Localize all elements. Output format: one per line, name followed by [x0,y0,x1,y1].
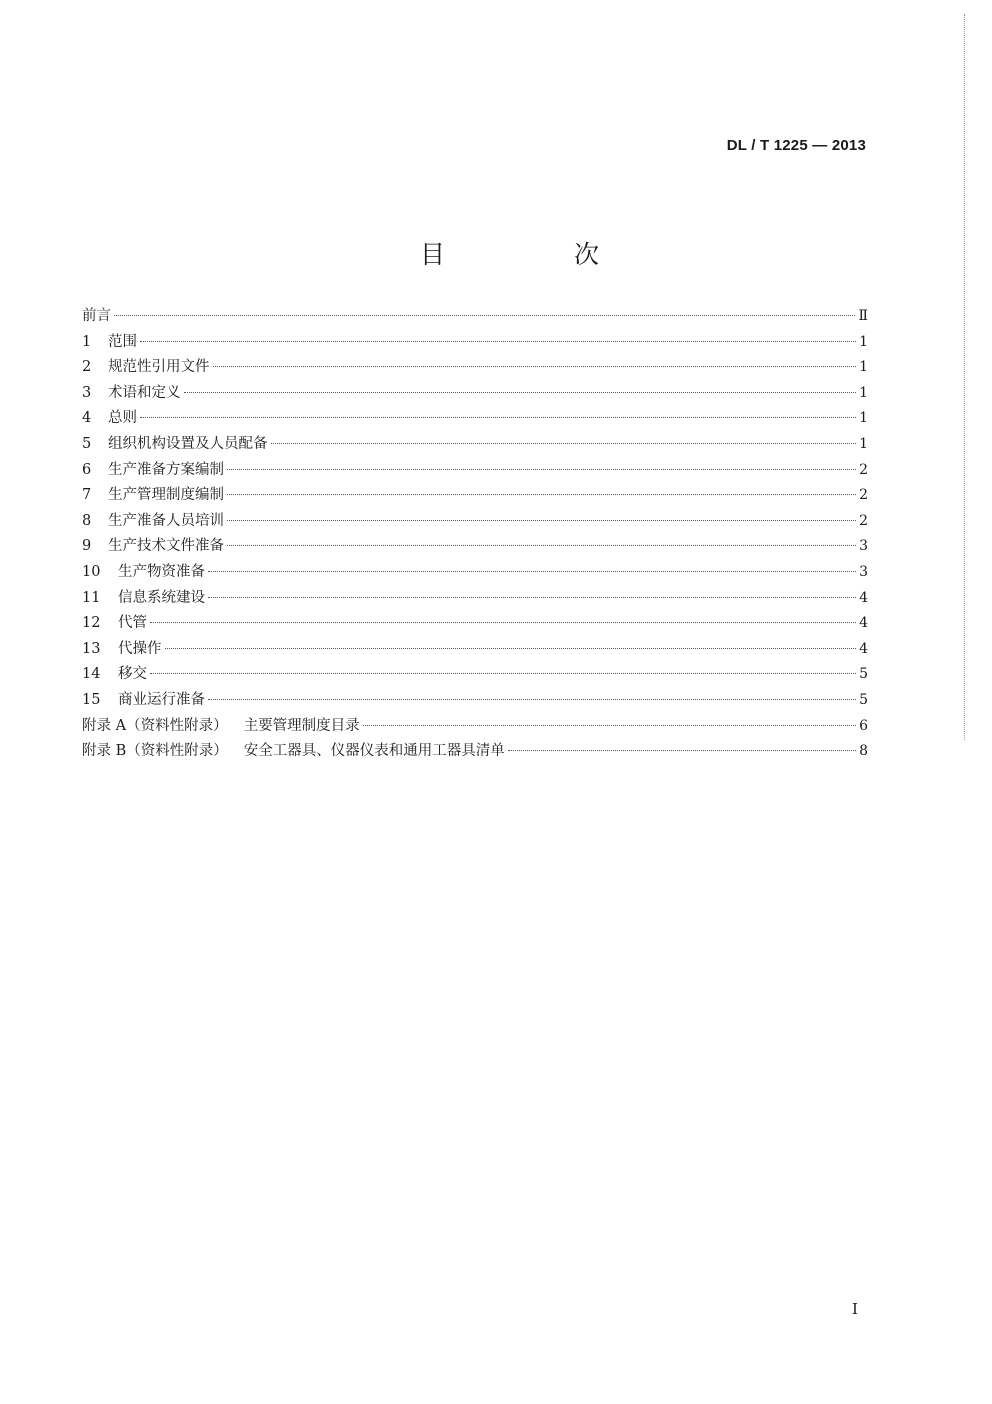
toc-entry[interactable] [82,355,868,381]
toc-entry-title: 规范性引用文件 [108,359,210,376]
toc-entry-number: 6 [82,461,92,478]
toc-entry-title: 生产物资准备 [118,563,205,580]
page-title: 目 次 [420,239,652,269]
toc-entry-page: Ⅱ [858,308,868,324]
toc-entry[interactable] [82,483,868,509]
appendix-label: 附录 A（资料性附录） [82,717,228,734]
toc-entry-appendix-a[interactable] [82,714,868,740]
toc-entry-number: 5 [82,435,92,452]
dot-leader [114,315,855,316]
toc-entry[interactable] [82,458,868,484]
toc-entry-number: 10 [82,563,101,580]
appendix-entry-text [82,714,360,740]
dot-leader [208,597,856,598]
toc-entry-number: 9 [82,538,92,555]
toc-entry-page: 1 [859,410,868,427]
toc-entry-page: 2 [859,487,868,504]
toc-entry-number: 8 [82,512,92,529]
toc-entry-title: 信息系统建设 [118,589,205,606]
toc-entry-page: 4 [859,615,868,632]
appendix-label: 附录 B（资料性附录） [82,743,228,760]
appendix-title: 安全工器具、仪器仪表和通用工器具清单 [243,743,505,760]
toc-entry[interactable] [82,637,868,663]
dot-leader [184,392,857,393]
dot-leader [227,469,856,470]
dot-leader [150,673,856,674]
dot-leader [140,417,856,418]
dot-leader [140,341,856,342]
toc-entry-page: 3 [859,538,868,555]
toc-entry-title: 移交 [118,666,147,683]
toc-entry-number: 12 [82,615,101,632]
toc-entry-title: 生产准备人员培训 [108,512,224,529]
page-number: I [852,1300,858,1318]
toc-entry-number: 1 [82,333,92,350]
toc-entry[interactable] [82,330,868,356]
dot-leader [227,520,856,521]
dot-leader [150,622,856,623]
toc-entry-title: 代管 [118,615,147,632]
toc-entry-page: 1 [859,359,868,376]
appendix-entry-text [82,739,505,765]
dot-leader [227,545,856,546]
toc-entry[interactable] [82,688,868,714]
toc-entry-title: 术语和定义 [108,384,181,401]
toc-entry-number: 4 [82,410,92,427]
toc-entry-number: 13 [82,640,101,657]
toc-entry-title: 生产管理制度编制 [108,487,224,504]
dot-leader [227,494,856,495]
appendix-title: 主要管理制度目录 [243,717,360,734]
toc-entry-page: 1 [859,435,868,452]
toc-entry[interactable] [82,611,868,637]
toc-entry-page: 6 [859,717,868,734]
toc-entry[interactable] [82,509,868,535]
toc-entry-page: 5 [859,666,868,683]
dot-leader [508,750,856,751]
toc-entry-title: 商业运行准备 [118,691,205,708]
toc-entry-foreword[interactable] [82,304,868,330]
toc-entry-page: 2 [859,512,868,529]
toc-entry[interactable] [82,662,868,688]
standard-code: DL / T 1225 — 2013 [726,137,866,154]
toc-entry-page: 1 [859,384,868,401]
toc-entry-number: 14 [82,666,101,683]
dot-leader [208,699,856,700]
toc-entry[interactable] [82,560,868,586]
toc-entry[interactable] [82,586,868,612]
toc-entry-page: 2 [859,461,868,478]
toc-entry-page: 3 [859,563,868,580]
dot-leader [208,571,856,572]
toc-entry-title: 总则 [108,410,137,427]
toc-entry-number: 7 [82,487,92,504]
table-of-contents [82,304,868,765]
toc-entry-title: 生产技术文件准备 [108,538,224,555]
toc-entry-number: 15 [82,691,101,708]
toc-entry-page: 1 [859,333,868,350]
dot-leader [271,443,857,444]
dot-leader [165,648,857,649]
toc-entry-page: 4 [859,589,868,606]
toc-entry-title: 前言 [82,308,111,324]
toc-entry[interactable] [82,432,868,458]
toc-entry-page: 8 [859,743,868,760]
toc-entry-title: 组织机构设置及人员配备 [108,435,268,452]
toc-entry-number: 11 [82,589,101,606]
toc-entry-appendix-b[interactable] [82,739,868,765]
toc-entry[interactable] [82,534,868,560]
scan-edge-line [964,14,965,740]
toc-entry-number: 2 [82,359,92,376]
toc-entry-number: 3 [82,384,92,401]
dot-leader [363,725,856,726]
dot-leader [213,366,857,367]
toc-entry[interactable] [82,381,868,407]
toc-entry-title: 代操作 [118,640,162,657]
toc-entry-title: 生产准备方案编制 [108,461,224,478]
toc-entry-page: 5 [859,691,868,708]
toc-entry-page: 4 [859,640,868,657]
toc-entry[interactable] [82,406,868,432]
toc-entry-title: 范围 [108,333,137,350]
